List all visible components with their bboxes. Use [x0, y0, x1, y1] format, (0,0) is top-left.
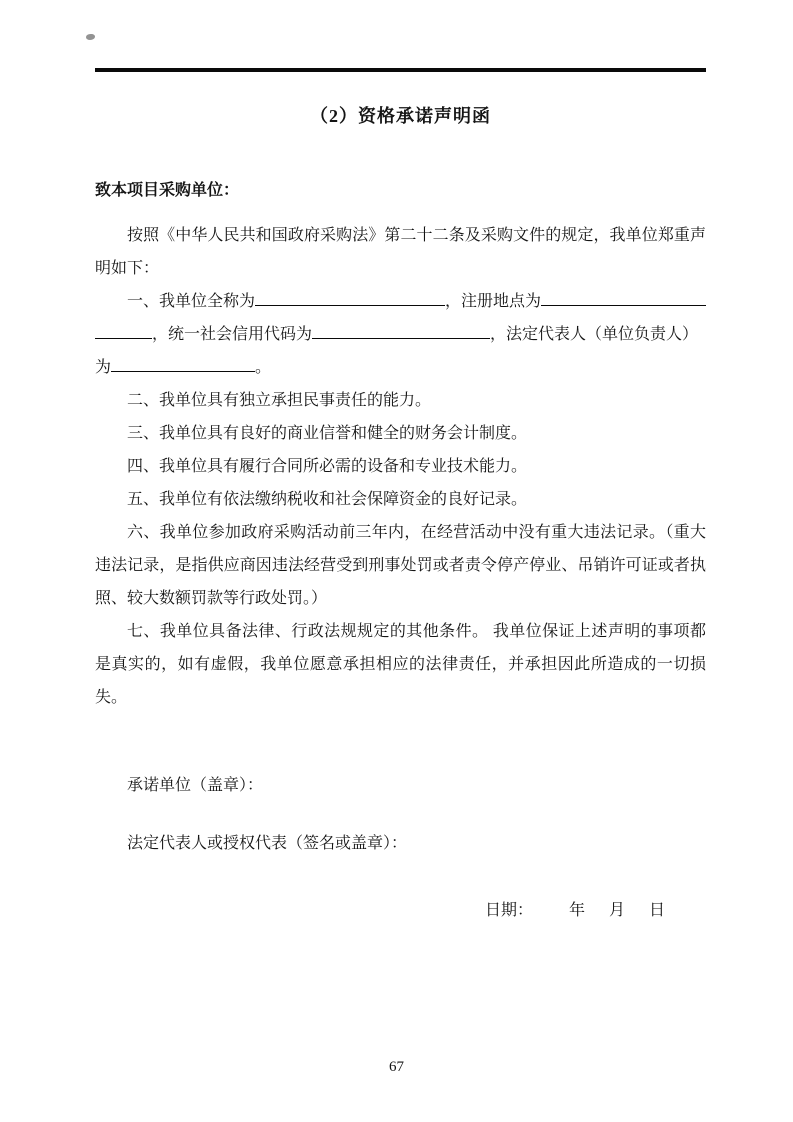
text-segment: ，统一社会信用代码为 — [152, 326, 313, 343]
intro-paragraph: 按照《中华人民共和国政府采购法》第二十二条及采购文件的规定，我单位郑重声明如下： — [95, 227, 706, 277]
item-seven: 七、我单位具备法律、行政法规规定的其他条件。 我单位保证上述声明的事项都是真实的，如有虚假，我单位愿意承担相应的法律责任，并承担因此所造成的一切损失。 — [95, 623, 706, 706]
scan-artifact — [86, 34, 95, 40]
item-one-line-2 — [95, 318, 706, 351]
promising-unit-seal-label: 承诺单位（盖章）： — [127, 777, 264, 794]
text-segment: 一、我单位全称为 — [127, 293, 256, 310]
blank-company-name — [255, 290, 445, 306]
salutation: 致本项目采购单位： — [95, 182, 240, 199]
text-segment: 。 — [255, 359, 272, 376]
item-one-paragraph — [95, 285, 706, 384]
text-segment: ，注册地点为 — [445, 293, 542, 310]
item-one-line-1 — [95, 285, 706, 318]
item-one-line-3 — [95, 351, 706, 384]
item-six: 六、我单位参加政府采购活动前三年内，在经营活动中没有重大违法记录。（重大违法记录，是指供应商因违法经营受到刑事处罚或者责令停产停业、吊销许可证或者执照、较大数额罚款等行政处罚。） — [95, 524, 706, 607]
item-two: 二、我单位具有独立承担民事责任的能力。 — [127, 392, 432, 409]
date-line: 日期： 年 月 日 — [485, 902, 666, 919]
text-segment: 为 — [95, 359, 112, 376]
blank-representative-name — [111, 356, 255, 372]
text-segment: ，法定代表人（单位负责人） — [490, 326, 699, 343]
legal-representative-label: 法定代表人或授权代表（签名或盖章）： — [127, 835, 408, 852]
document-title: （2）资格承诺声明函 — [310, 106, 491, 126]
blank-registered-address — [541, 290, 706, 306]
blank-credit-code — [312, 323, 490, 339]
blank-registered-address-continued — [95, 323, 152, 339]
item-four: 四、我单位具有履行合同所必需的设备和专业技术能力。 — [127, 458, 528, 475]
item-three: 三、我单位具有良好的商业信誉和健全的财务会计制度。 — [127, 425, 528, 442]
header-rule — [95, 68, 706, 72]
item-five: 五、我单位有依法缴纳税收和社会保障资金的良好记录。 — [127, 491, 528, 508]
page-number: 67 — [389, 1059, 404, 1075]
